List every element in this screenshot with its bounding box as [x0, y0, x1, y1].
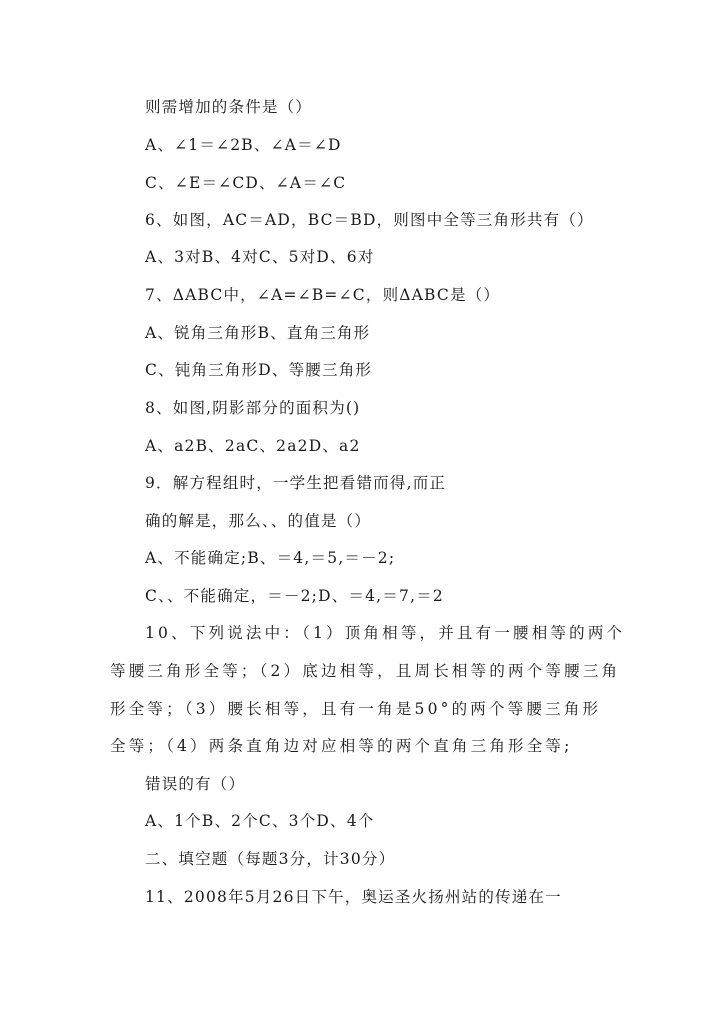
text-line-21: 二、填空题（每题3分，计30分）: [145, 850, 396, 868]
text-line-17: 形全等；（3）腰长相等，且有一角是50°的两个等腰三角形: [110, 700, 602, 718]
text-line-19: 错误的有（）: [145, 775, 246, 793]
text-line-2: A、∠1＝∠2B、∠A＝∠D: [145, 136, 342, 154]
text-line-13: A、不能确定;B、＝4,＝5,＝－2;: [145, 549, 396, 567]
text-line-8: C、钝角三角形D、等腰三角形: [145, 361, 373, 379]
text-line-15: 10、下列说法中：（1）顶角相等，并且有一腰相等的两个: [145, 624, 626, 642]
text-line-4: 6、如图，AC＝AD，BC＝BD，则图中全等三角形共有（）: [145, 211, 594, 229]
text-line-14: C、、不能确定，＝－2;D、＝4,＝7,＝2: [145, 587, 444, 605]
text-line-3: C、∠E＝∠CD、∠A＝∠C: [145, 174, 347, 192]
text-line-20: A、1个B、2个C、3个D、4个: [145, 812, 375, 830]
text-line-1: 则需增加的条件是（）: [145, 98, 313, 116]
text-line-5: A、3对B、4对C、5对D、6对: [145, 248, 375, 266]
text-line-6: 7、ΔABC中，∠A=∠B=∠C，则ΔABC是（）: [145, 286, 501, 304]
text-line-12: 确的解是，那么、、的值是（）: [145, 512, 372, 530]
text-line-7: A、锐角三角形B、直角三角形: [145, 324, 371, 342]
text-line-10: A、a2B、2aC、2a2D、a2: [145, 437, 361, 455]
text-line-11: 9．解方程组时，一学生把看错而得,而正: [145, 474, 447, 492]
text-line-18: 全等；（4）两条直角边对应相等的两个直角三角形全等;: [110, 737, 573, 755]
text-line-16: 等腰三角形全等；（2）底边相等，且周长相等的两个等腰三角: [110, 662, 621, 680]
text-line-22: 11、2008年5月26日下午，奥运圣火扬州站的传递在一: [145, 888, 562, 906]
text-line-9: 8、如图,阴影部分的面积为(): [145, 399, 361, 417]
